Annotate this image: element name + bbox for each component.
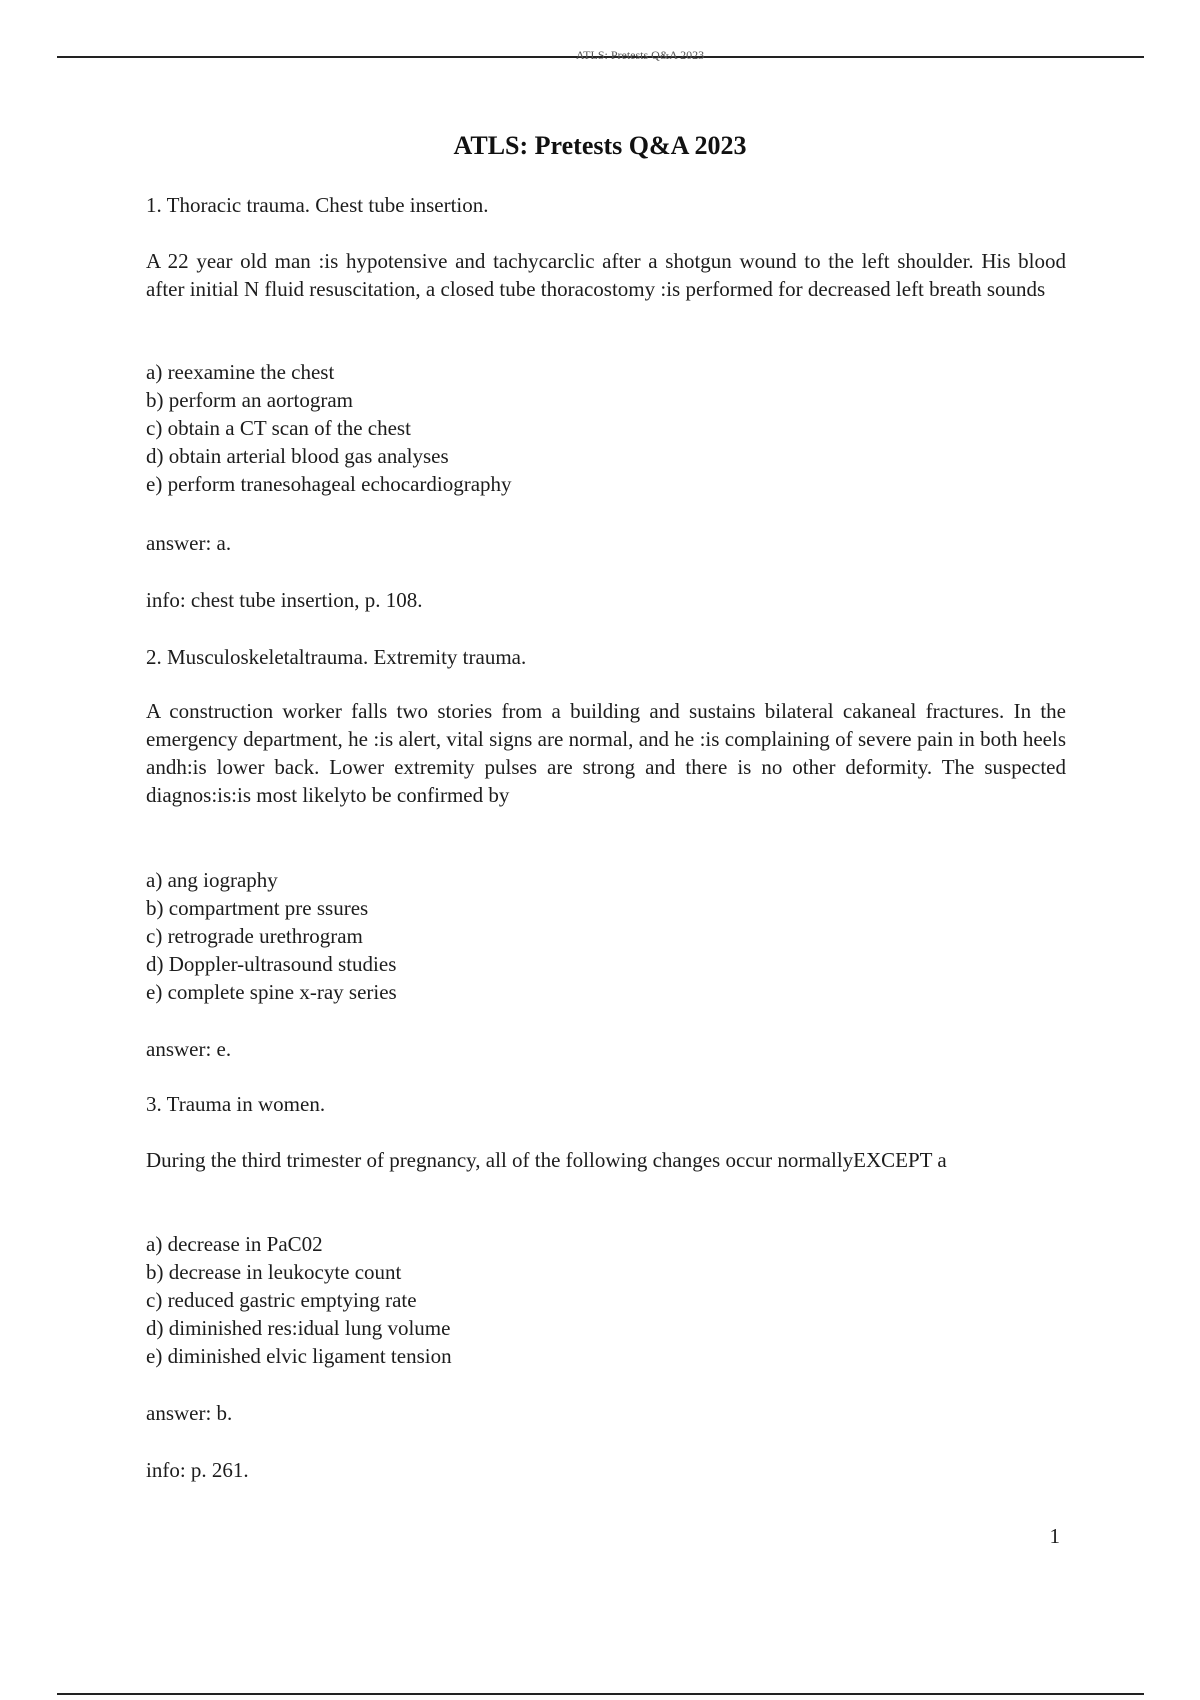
question-3-info: info: p. 261. bbox=[146, 1458, 249, 1482]
question-2-option-c: c) retrograde urethrogram bbox=[146, 924, 363, 948]
question-2-answer: answer: e. bbox=[146, 1037, 232, 1061]
question-1-option-d: d) obtain arterial blood gas analyses bbox=[146, 444, 449, 468]
question-1-heading: 1. Thoracic trauma. Chest tube insertion. bbox=[146, 193, 489, 217]
question-1-option-e: e) perform tranesohageal echocardiography bbox=[146, 472, 512, 496]
footer-rule bbox=[57, 1693, 1144, 1695]
question-3-options bbox=[146, 1230, 1066, 1370]
question-2-option-e: e) complete spine x-ray series bbox=[146, 980, 397, 1004]
question-2-options bbox=[146, 866, 1066, 1006]
page-number: 1 bbox=[1049, 1524, 1060, 1548]
question-1-answer: answer: a. bbox=[146, 531, 232, 555]
question-1-option-a: a) reexamine the chest bbox=[146, 360, 335, 384]
question-1-info: info: chest tube insertion, p. 108. bbox=[146, 588, 423, 612]
question-2-stem: A construction worker falls two stories from a building and sustains bilateral cakaneal fractures. In the emergency department, he :is alert, vital signs are normal, and he :is complaining of severe pain in both heels andh:is lower back. Lower extremity pulses are strong and there is no other deformity. The suspected diagnos:is:is most likelyto be confirmed by bbox=[146, 699, 1066, 807]
question-1-stem: A 22 year old man :is hypotensive and tachycarclic after a shotgun wound to the left shoulder. His blood after initial N fluid resuscitation, a closed tube thoracostomy :is performed for decreased left breath sounds bbox=[146, 249, 1066, 301]
question-1-option-c: c) obtain a CT scan of the chest bbox=[146, 416, 411, 440]
question-3-option-e: e) diminished elvic ligament tension bbox=[146, 1344, 452, 1368]
question-3-stem: During the third trimester of pregnancy, all of the following changes occur normallyEXCEPT a bbox=[146, 1148, 947, 1172]
document-title: ATLS: Pretests Q&A 2023 bbox=[453, 131, 747, 160]
question-2-option-a: a) ang iography bbox=[146, 868, 278, 892]
question-2-option-d: d) Doppler-ultrasound studies bbox=[146, 952, 397, 976]
question-3-heading: 3. Trauma in women. bbox=[146, 1092, 326, 1116]
question-3-option-a: a) decrease in PaC02 bbox=[146, 1232, 323, 1256]
question-3-option-b: b) decrease in leukocyte count bbox=[146, 1260, 402, 1284]
running-header: ATLS: Pretests Q&A 2023 bbox=[575, 48, 705, 62]
question-3-answer: answer: b. bbox=[146, 1401, 233, 1425]
question-3-option-d: d) diminished res:idual lung volume bbox=[146, 1316, 451, 1340]
question-1-option-b: b) perform an aortogram bbox=[146, 388, 353, 412]
question-2-heading: 2. Musculoskeletaltrauma. Extremity trauma. bbox=[146, 645, 527, 669]
question-1-options bbox=[146, 358, 1066, 498]
question-3-option-c: c) reduced gastric emptying rate bbox=[146, 1288, 417, 1312]
question-2-option-b: b) compartment pre ssures bbox=[146, 896, 369, 920]
